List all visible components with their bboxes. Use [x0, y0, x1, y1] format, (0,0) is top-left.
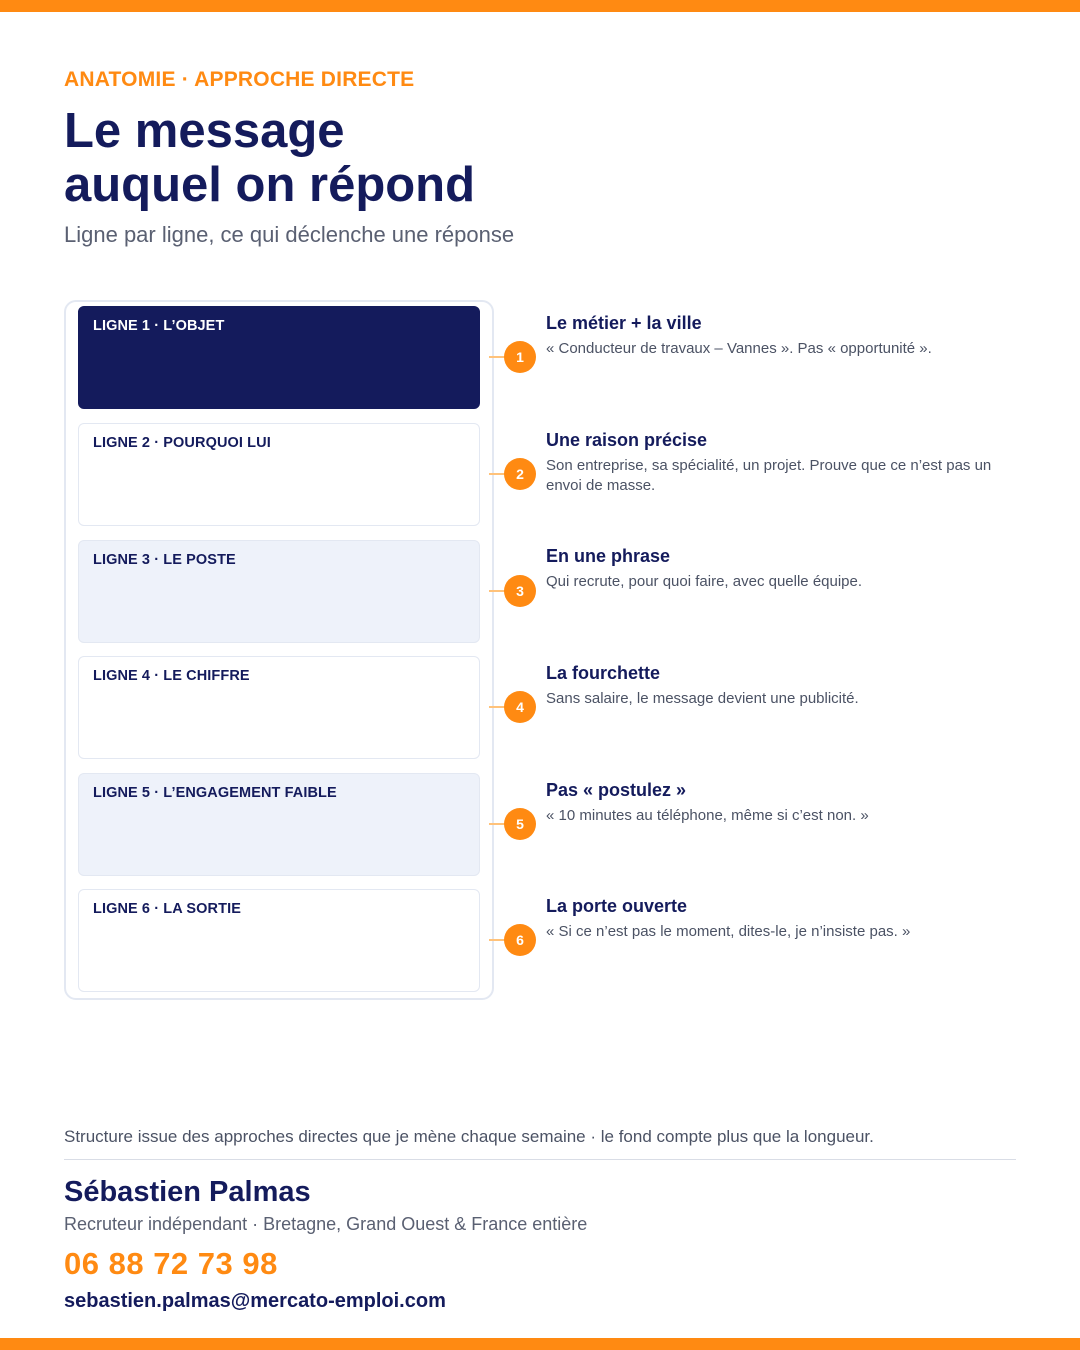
- page-title: [64, 104, 764, 212]
- annotation-body: « Conducteur de travaux – Vannes ». Pas « opportunité ».: [546, 340, 932, 357]
- author-role: Recruteur indépendant · Bretagne, Grand Ouest & France entière: [64, 1214, 588, 1234]
- bottom-accent-bar: [0, 1338, 1080, 1350]
- top-accent-bar: [0, 0, 1080, 12]
- divider: [64, 1159, 1016, 1160]
- annotation-heading: Pas « postulez »: [546, 780, 687, 800]
- annotation-body: « Si ce n’est pas le moment, dites-le, je n’insiste pas. »: [546, 923, 911, 940]
- line-box-4: [78, 656, 480, 759]
- line-box-2: [78, 423, 480, 526]
- title-line-1: Le message: [64, 104, 345, 158]
- line-box-3: [78, 540, 480, 643]
- page-subtitle: Ligne par ligne, ce qui déclenche une réponse: [64, 222, 515, 247]
- line-box-1: [78, 306, 480, 409]
- annotation-heading: Une raison précise: [546, 430, 708, 450]
- annotation-body: Son entreprise, sa spécialité, un projet. Prouve que ce n’est pas un envoi de masse.: [546, 457, 992, 494]
- line-label: LIGNE 1 · L’OBJET: [93, 318, 225, 334]
- annotation-6: [546, 895, 1016, 942]
- annotation-heading: En une phrase: [546, 546, 671, 566]
- step-number-badge: 6: [504, 924, 536, 956]
- step-number-badge: 5: [504, 808, 536, 840]
- eyebrow: ANATOMIE · APPROCHE DIRECTE: [64, 68, 415, 91]
- author-name: Sébastien Palmas: [64, 1176, 311, 1208]
- line-label: LIGNE 5 · L’ENGAGEMENT FAIBLE: [93, 785, 337, 801]
- step-number-badge: 3: [504, 575, 536, 607]
- step-number-badge: 1: [504, 341, 536, 373]
- step-number-badge: 2: [504, 458, 536, 490]
- annotation-3: [546, 545, 1016, 592]
- line-box-6: [78, 889, 480, 992]
- annotation-heading: La fourchette: [546, 663, 661, 683]
- annotation-heading: La porte ouverte: [546, 896, 688, 916]
- annotation-2: [546, 429, 1016, 496]
- annotation-body: Sans salaire, le message devient une publicité.: [546, 690, 859, 707]
- footnote: Structure issue des approches directes que je mène chaque semaine · le fond compte plus que la longueur.: [64, 1127, 874, 1146]
- line-label: LIGNE 2 · POURQUOI LUI: [93, 435, 271, 451]
- title-line-2: auquel on répond: [64, 158, 476, 212]
- annotation-heading: Le métier + la ville: [546, 313, 702, 333]
- annotation-5: [546, 779, 1016, 826]
- annotation-body: Qui recrute, pour quoi faire, avec quelle équipe.: [546, 573, 863, 590]
- line-label: LIGNE 4 · LE CHIFFRE: [93, 668, 250, 684]
- line-label: LIGNE 3 · LE POSTE: [93, 552, 236, 568]
- annotation-1: [546, 312, 1016, 359]
- step-number-badge: 4: [504, 691, 536, 723]
- annotation-4: [546, 662, 1016, 709]
- phone-number: 06 88 72 73 98: [64, 1246, 278, 1281]
- line-box-5: [78, 773, 480, 876]
- email-address: sebastien.palmas@mercato-emploi.com: [64, 1290, 446, 1312]
- line-label: LIGNE 6 · LA SORTIE: [93, 901, 241, 917]
- annotation-body: « 10 minutes au téléphone, même si c’est non. »: [546, 807, 869, 824]
